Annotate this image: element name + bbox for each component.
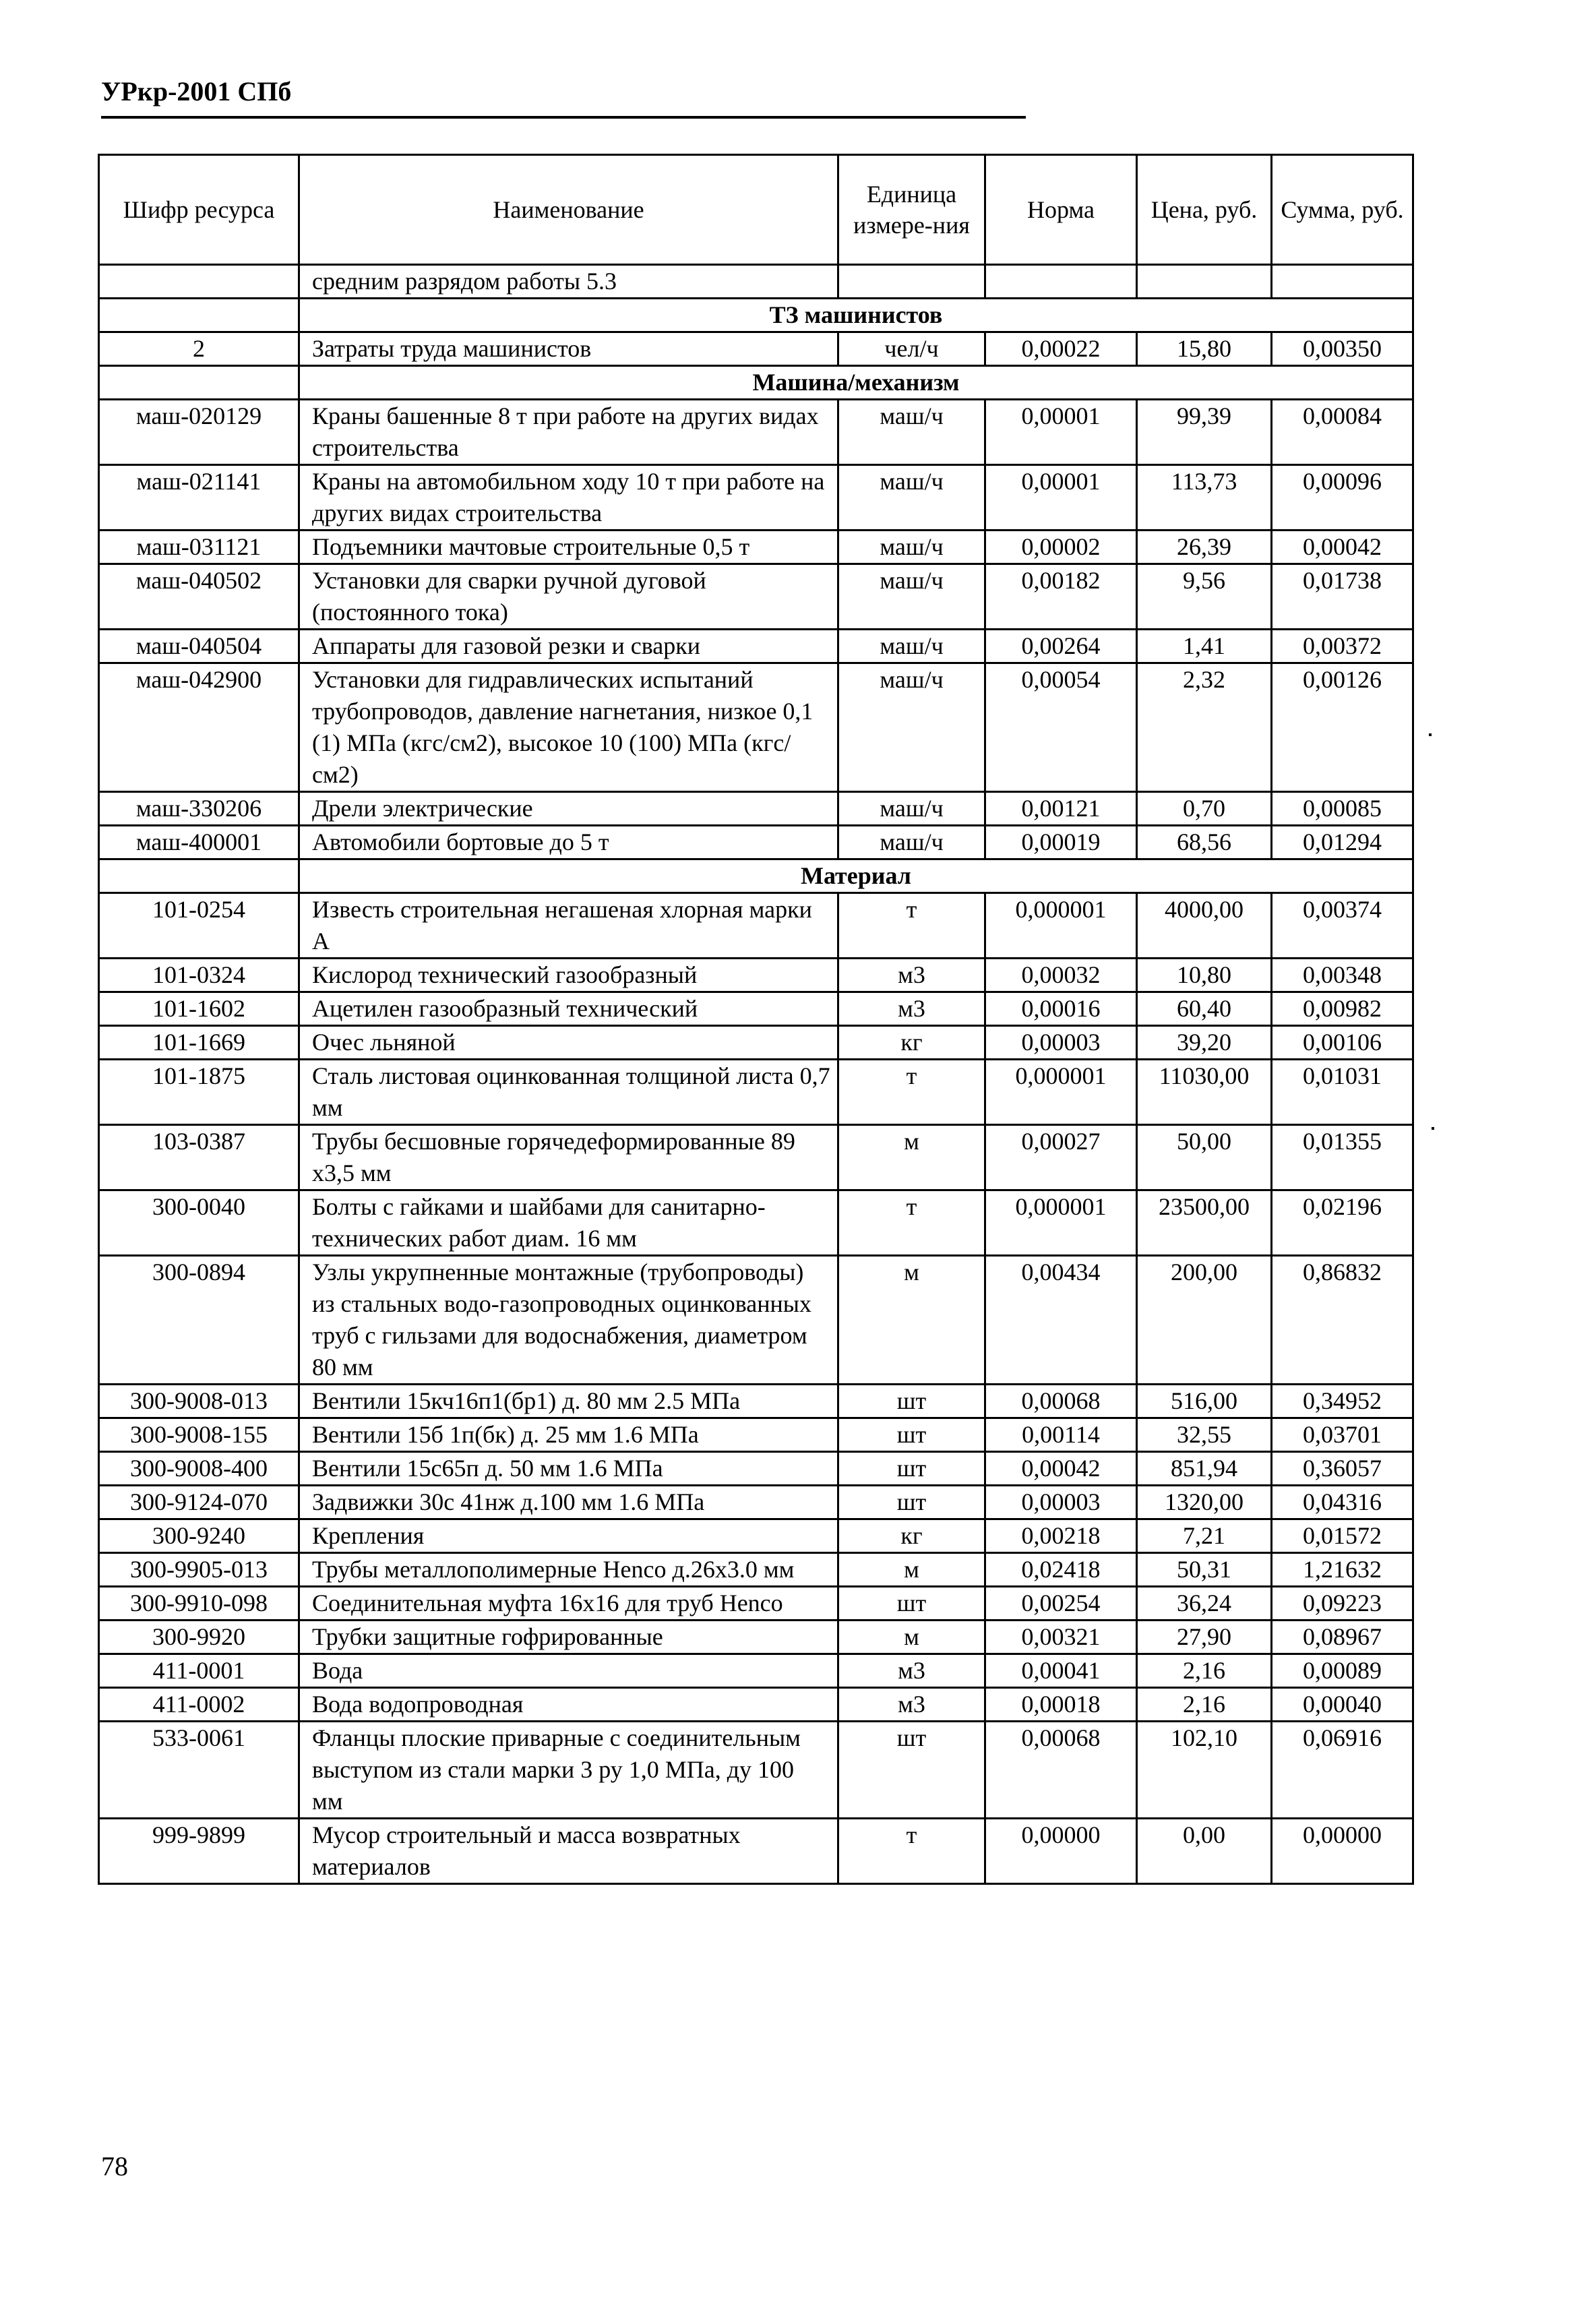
cell-sum: 0,00042: [1272, 531, 1413, 564]
scan-speck: [1429, 733, 1432, 736]
cell-sum: 0,36057: [1272, 1452, 1413, 1486]
cell-norm: 0,00003: [985, 1486, 1137, 1519]
resource-table-wrapper: [98, 154, 1412, 1885]
cell-code: 300-9008-155: [99, 1418, 299, 1452]
table-row: [99, 1486, 1413, 1519]
cell-code: 101-1602: [99, 992, 299, 1026]
table-row: [99, 332, 1413, 366]
cell-norm: 0,00022: [985, 332, 1137, 366]
cell-unit: маш/ч: [838, 465, 985, 531]
table-row: [99, 992, 1413, 1026]
cell-unit: м: [838, 1125, 985, 1190]
cell-code: маш-330206: [99, 792, 299, 826]
cell-price: 2,16: [1137, 1654, 1272, 1688]
cell-norm: 0,00068: [985, 1385, 1137, 1418]
table-row: [99, 1654, 1413, 1688]
cell-sum: 0,00982: [1272, 992, 1413, 1026]
cell-sum: 0,34952: [1272, 1385, 1413, 1418]
cell-price: 1320,00: [1137, 1486, 1272, 1519]
column-header-name: Наименование: [299, 155, 838, 265]
cell-sum: 0,00000: [1272, 1819, 1413, 1884]
cell-name: Вода: [299, 1654, 838, 1688]
cell-name: средним разрядом работы 5.3: [299, 265, 838, 299]
cell-price: 200,00: [1137, 1256, 1272, 1385]
header-rule: [101, 116, 1026, 119]
section-title: ТЗ машинистов: [299, 299, 1413, 332]
cell-code: маш-042900: [99, 663, 299, 792]
table-row: [99, 1688, 1413, 1722]
cell-sum: 0,03701: [1272, 1418, 1413, 1452]
page-header: УРкр-2001 СПб: [101, 76, 292, 107]
cell-unit: шт: [838, 1452, 985, 1486]
cell-name: Очес льняной: [299, 1026, 838, 1060]
cell-name: Мусор строительный и масса возвратных материалов: [299, 1819, 838, 1884]
cell-norm: 0,00041: [985, 1654, 1137, 1688]
cell-price: 39,20: [1137, 1026, 1272, 1060]
cell-code: 101-0324: [99, 959, 299, 992]
cell-name: Краны башенные 8 т при работе на других видах строительства: [299, 400, 838, 465]
table-row: [99, 531, 1413, 564]
table-row: [99, 630, 1413, 663]
cell-name: Фланцы плоские приварные с соединительным выступом из стали марки 3 ру 1,0 МПа, ду 100 мм: [299, 1722, 838, 1819]
cell-name: Вентили 15с65п д. 50 мм 1.6 МПа: [299, 1452, 838, 1486]
cell-price: 68,56: [1137, 826, 1272, 859]
cell-code: 101-1875: [99, 1060, 299, 1125]
cell-unit: т: [838, 1819, 985, 1884]
cell-norm: [985, 265, 1137, 299]
cell-sum: 1,21632: [1272, 1553, 1413, 1587]
table-row: [99, 959, 1413, 992]
cell-name: Вода водопроводная: [299, 1688, 838, 1722]
section-code-cell: [99, 366, 299, 400]
cell-name: Вентили 15кч16п1(бр1) д. 80 мм 2.5 МПа: [299, 1385, 838, 1418]
cell-unit: шт: [838, 1385, 985, 1418]
section-title: Машина/механизм: [299, 366, 1413, 400]
cell-unit: кг: [838, 1519, 985, 1553]
cell-unit: м3: [838, 992, 985, 1026]
cell-name: Аппараты для газовой резки и сварки: [299, 630, 838, 663]
cell-unit: маш/ч: [838, 400, 985, 465]
cell-unit: [838, 265, 985, 299]
cell-name: Подъемники мачтовые строительные 0,5 т: [299, 531, 838, 564]
cell-code: 101-0254: [99, 893, 299, 959]
cell-norm: 0,00321: [985, 1621, 1137, 1654]
cell-name: Трубки защитные гофрированные: [299, 1621, 838, 1654]
cell-sum: 0,02196: [1272, 1190, 1413, 1256]
cell-name: Затраты труда машинистов: [299, 332, 838, 366]
cell-unit: т: [838, 1060, 985, 1125]
cell-name: Сталь листовая оцинкованная толщиной листа 0,7 мм: [299, 1060, 838, 1125]
cell-price: [1137, 265, 1272, 299]
cell-sum: 0,00085: [1272, 792, 1413, 826]
cell-sum: 0,00348: [1272, 959, 1413, 992]
cell-code: 103-0387: [99, 1125, 299, 1190]
table-row: [99, 792, 1413, 826]
cell-code: маш-020129: [99, 400, 299, 465]
cell-name: Автомобили бортовые до 5 т: [299, 826, 838, 859]
cell-code: 533-0061: [99, 1722, 299, 1819]
cell-code: маш-040502: [99, 564, 299, 630]
cell-sum: 0,00084: [1272, 400, 1413, 465]
cell-norm: 0,00264: [985, 630, 1137, 663]
cell-norm: 0,00032: [985, 959, 1137, 992]
cell-name: Известь строительная негашеная хлорная марки А: [299, 893, 838, 959]
cell-code: маш-040504: [99, 630, 299, 663]
cell-price: 32,55: [1137, 1418, 1272, 1452]
cell-code: 300-9920: [99, 1621, 299, 1654]
cell-price: 4000,00: [1137, 893, 1272, 959]
cell-sum: 0,00350: [1272, 332, 1413, 366]
cell-price: 1,41: [1137, 630, 1272, 663]
cell-price: 99,39: [1137, 400, 1272, 465]
cell-code: 300-9240: [99, 1519, 299, 1553]
cell-unit: шт: [838, 1587, 985, 1621]
table-body: [99, 265, 1413, 1884]
cell-price: 36,24: [1137, 1587, 1272, 1621]
table-header-row: [99, 155, 1413, 265]
cell-norm: 0,02418: [985, 1553, 1137, 1587]
cell-unit: т: [838, 893, 985, 959]
section-code-cell: [99, 859, 299, 893]
table-row: [99, 1385, 1413, 1418]
column-header-norm: Норма: [985, 155, 1137, 265]
cell-code: 300-9008-013: [99, 1385, 299, 1418]
table-row: [99, 1256, 1413, 1385]
cell-sum: 0,09223: [1272, 1587, 1413, 1621]
cell-name: Ацетилен газообразный технический: [299, 992, 838, 1026]
cell-code: маш-400001: [99, 826, 299, 859]
cell-name: Узлы укрупненные монтажные (трубопроводы) из стальных водо-газопроводных оцинкованных труб с гильзами для водоснабжения, диаметром 80 мм: [299, 1256, 838, 1385]
cell-norm: 0,00254: [985, 1587, 1137, 1621]
cell-name: Кислород технический газообразный: [299, 959, 838, 992]
cell-sum: 0,06916: [1272, 1722, 1413, 1819]
table-row: [99, 564, 1413, 630]
cell-price: 113,73: [1137, 465, 1272, 531]
cell-price: 516,00: [1137, 1385, 1272, 1418]
column-header-code: Шифр ресурса: [99, 155, 299, 265]
cell-unit: м3: [838, 1654, 985, 1688]
cell-norm: 0,00121: [985, 792, 1137, 826]
cell-sum: 0,08967: [1272, 1621, 1413, 1654]
cell-unit: маш/ч: [838, 663, 985, 792]
cell-norm: 0,000001: [985, 893, 1137, 959]
table-row: [99, 1722, 1413, 1819]
table-row: [99, 1418, 1413, 1452]
cell-unit: маш/ч: [838, 531, 985, 564]
table-row: [99, 1125, 1413, 1190]
cell-price: 11030,00: [1137, 1060, 1272, 1125]
column-header-sum: Сумма, руб.: [1272, 155, 1413, 265]
cell-price: 27,90: [1137, 1621, 1272, 1654]
cell-code: маш-031121: [99, 531, 299, 564]
cell-unit: шт: [838, 1418, 985, 1452]
cell-sum: 0,01572: [1272, 1519, 1413, 1553]
cell-norm: 0,00114: [985, 1418, 1137, 1452]
cell-code: 300-0040: [99, 1190, 299, 1256]
page-number: 78: [101, 2151, 128, 2181]
cell-price: 102,10: [1137, 1722, 1272, 1819]
cell-norm: 0,00002: [985, 531, 1137, 564]
cell-price: 2,16: [1137, 1688, 1272, 1722]
table-row: [99, 663, 1413, 792]
cell-unit: шт: [838, 1486, 985, 1519]
cell-sum: 0,01031: [1272, 1060, 1413, 1125]
cell-price: 9,56: [1137, 564, 1272, 630]
cell-price: 2,32: [1137, 663, 1272, 792]
cell-code: 411-0001: [99, 1654, 299, 1688]
scan-speck: [1432, 1127, 1434, 1130]
cell-norm: 0,00068: [985, 1722, 1137, 1819]
cell-unit: шт: [838, 1722, 985, 1819]
cell-norm: 0,00018: [985, 1688, 1137, 1722]
cell-norm: 0,00016: [985, 992, 1137, 1026]
cell-price: 7,21: [1137, 1519, 1272, 1553]
cell-name: Краны на автомобильном ходу 10 т при работе на других видах строительства: [299, 465, 838, 531]
cell-norm: 0,00000: [985, 1819, 1137, 1884]
cell-norm: 0,00182: [985, 564, 1137, 630]
cell-sum: 0,00089: [1272, 1654, 1413, 1688]
cell-norm: 0,000001: [985, 1190, 1137, 1256]
table-row: [99, 1190, 1413, 1256]
cell-unit: м: [838, 1256, 985, 1385]
cell-name: Трубы бесшовные горячедеформированные 89 х3,5 мм: [299, 1125, 838, 1190]
cell-unit: маш/ч: [838, 630, 985, 663]
section-code-cell: [99, 299, 299, 332]
table-row: [99, 1060, 1413, 1125]
cell-name: Крепления: [299, 1519, 838, 1553]
cell-code: 300-9905-013: [99, 1553, 299, 1587]
cell-norm: 0,00001: [985, 400, 1137, 465]
cell-sum: 0,01738: [1272, 564, 1413, 630]
cell-price: 10,80: [1137, 959, 1272, 992]
cell-sum: 0,00096: [1272, 465, 1413, 531]
cell-sum: 0,86832: [1272, 1256, 1413, 1385]
table-row: [99, 465, 1413, 531]
cell-sum: 0,01294: [1272, 826, 1413, 859]
cell-norm: 0,00434: [985, 1256, 1137, 1385]
cell-sum: 0,04316: [1272, 1486, 1413, 1519]
table-section-row: [99, 859, 1413, 893]
cell-price: 60,40: [1137, 992, 1272, 1026]
cell-code: 999-9899: [99, 1819, 299, 1884]
cell-sum: 0,00040: [1272, 1688, 1413, 1722]
table-row: [99, 1621, 1413, 1654]
cell-unit: м: [838, 1553, 985, 1587]
cell-code: 300-0894: [99, 1256, 299, 1385]
cell-norm: 0,00054: [985, 663, 1137, 792]
cell-norm: 0,00001: [985, 465, 1137, 531]
cell-name: Установки для сварки ручной дуговой (постоянного тока): [299, 564, 838, 630]
table-row: [99, 1452, 1413, 1486]
cell-code: [99, 265, 299, 299]
cell-price: 50,31: [1137, 1553, 1272, 1587]
table-row: [99, 1026, 1413, 1060]
cell-price: 23500,00: [1137, 1190, 1272, 1256]
cell-name: Соединительная муфта 16х16 для труб Henco: [299, 1587, 838, 1621]
table-row: [99, 265, 1413, 299]
section-title: Материал: [299, 859, 1413, 893]
cell-norm: 0,000001: [985, 1060, 1137, 1125]
table-section-row: [99, 366, 1413, 400]
table-row: [99, 1587, 1413, 1621]
table-row: [99, 1519, 1413, 1553]
cell-name: Болты с гайками и шайбами для санитарно-технических работ диам. 16 мм: [299, 1190, 838, 1256]
cell-sum: 0,00126: [1272, 663, 1413, 792]
table-row: [99, 1819, 1413, 1884]
cell-code: 411-0002: [99, 1688, 299, 1722]
cell-price: 50,00: [1137, 1125, 1272, 1190]
cell-price: 15,80: [1137, 332, 1272, 366]
cell-unit: м3: [838, 959, 985, 992]
cell-sum: 0,00106: [1272, 1026, 1413, 1060]
cell-unit: кг: [838, 1026, 985, 1060]
cell-price: 0,00: [1137, 1819, 1272, 1884]
column-header-unit: Единица измере-ния: [838, 155, 985, 265]
cell-sum: 0,00372: [1272, 630, 1413, 663]
cell-norm: 0,00019: [985, 826, 1137, 859]
cell-unit: маш/ч: [838, 792, 985, 826]
cell-name: Трубы металлополимерные Henco д.26х3.0 мм: [299, 1553, 838, 1587]
cell-unit: маш/ч: [838, 826, 985, 859]
table-row: [99, 893, 1413, 959]
cell-norm: 0,00003: [985, 1026, 1137, 1060]
cell-price: 851,94: [1137, 1452, 1272, 1486]
cell-code: 300-9910-098: [99, 1587, 299, 1621]
cell-name: Вентили 15б 1п(бк) д. 25 мм 1.6 МПа: [299, 1418, 838, 1452]
cell-code: 101-1669: [99, 1026, 299, 1060]
cell-code: 300-9124-070: [99, 1486, 299, 1519]
cell-sum: 0,00374: [1272, 893, 1413, 959]
cell-code: маш-021141: [99, 465, 299, 531]
cell-price: 26,39: [1137, 531, 1272, 564]
cell-unit: т: [838, 1190, 985, 1256]
cell-unit: м: [838, 1621, 985, 1654]
cell-sum: [1272, 265, 1413, 299]
cell-norm: 0,00042: [985, 1452, 1137, 1486]
cell-code: 300-9008-400: [99, 1452, 299, 1486]
cell-unit: чел/ч: [838, 332, 985, 366]
column-header-price: Цена, руб.: [1137, 155, 1272, 265]
cell-unit: маш/ч: [838, 564, 985, 630]
cell-name: Дрели электрические: [299, 792, 838, 826]
cell-sum: 0,01355: [1272, 1125, 1413, 1190]
cell-code: 2: [99, 332, 299, 366]
cell-unit: м3: [838, 1688, 985, 1722]
cell-norm: 0,00218: [985, 1519, 1137, 1553]
resource-table: [98, 154, 1414, 1885]
cell-price: 0,70: [1137, 792, 1272, 826]
cell-name: Установки для гидравлических испытаний трубопроводов, давление нагнетания, низкое 0,1 (1) МПа (кгс/см2), высокое 10 (100) МПа (кгс/см2): [299, 663, 838, 792]
cell-name: Задвижки 30с 41нж д.100 мм 1.6 МПа: [299, 1486, 838, 1519]
table-row: [99, 826, 1413, 859]
cell-norm: 0,00027: [985, 1125, 1137, 1190]
table-section-row: [99, 299, 1413, 332]
table-row: [99, 1553, 1413, 1587]
table-row: [99, 400, 1413, 465]
